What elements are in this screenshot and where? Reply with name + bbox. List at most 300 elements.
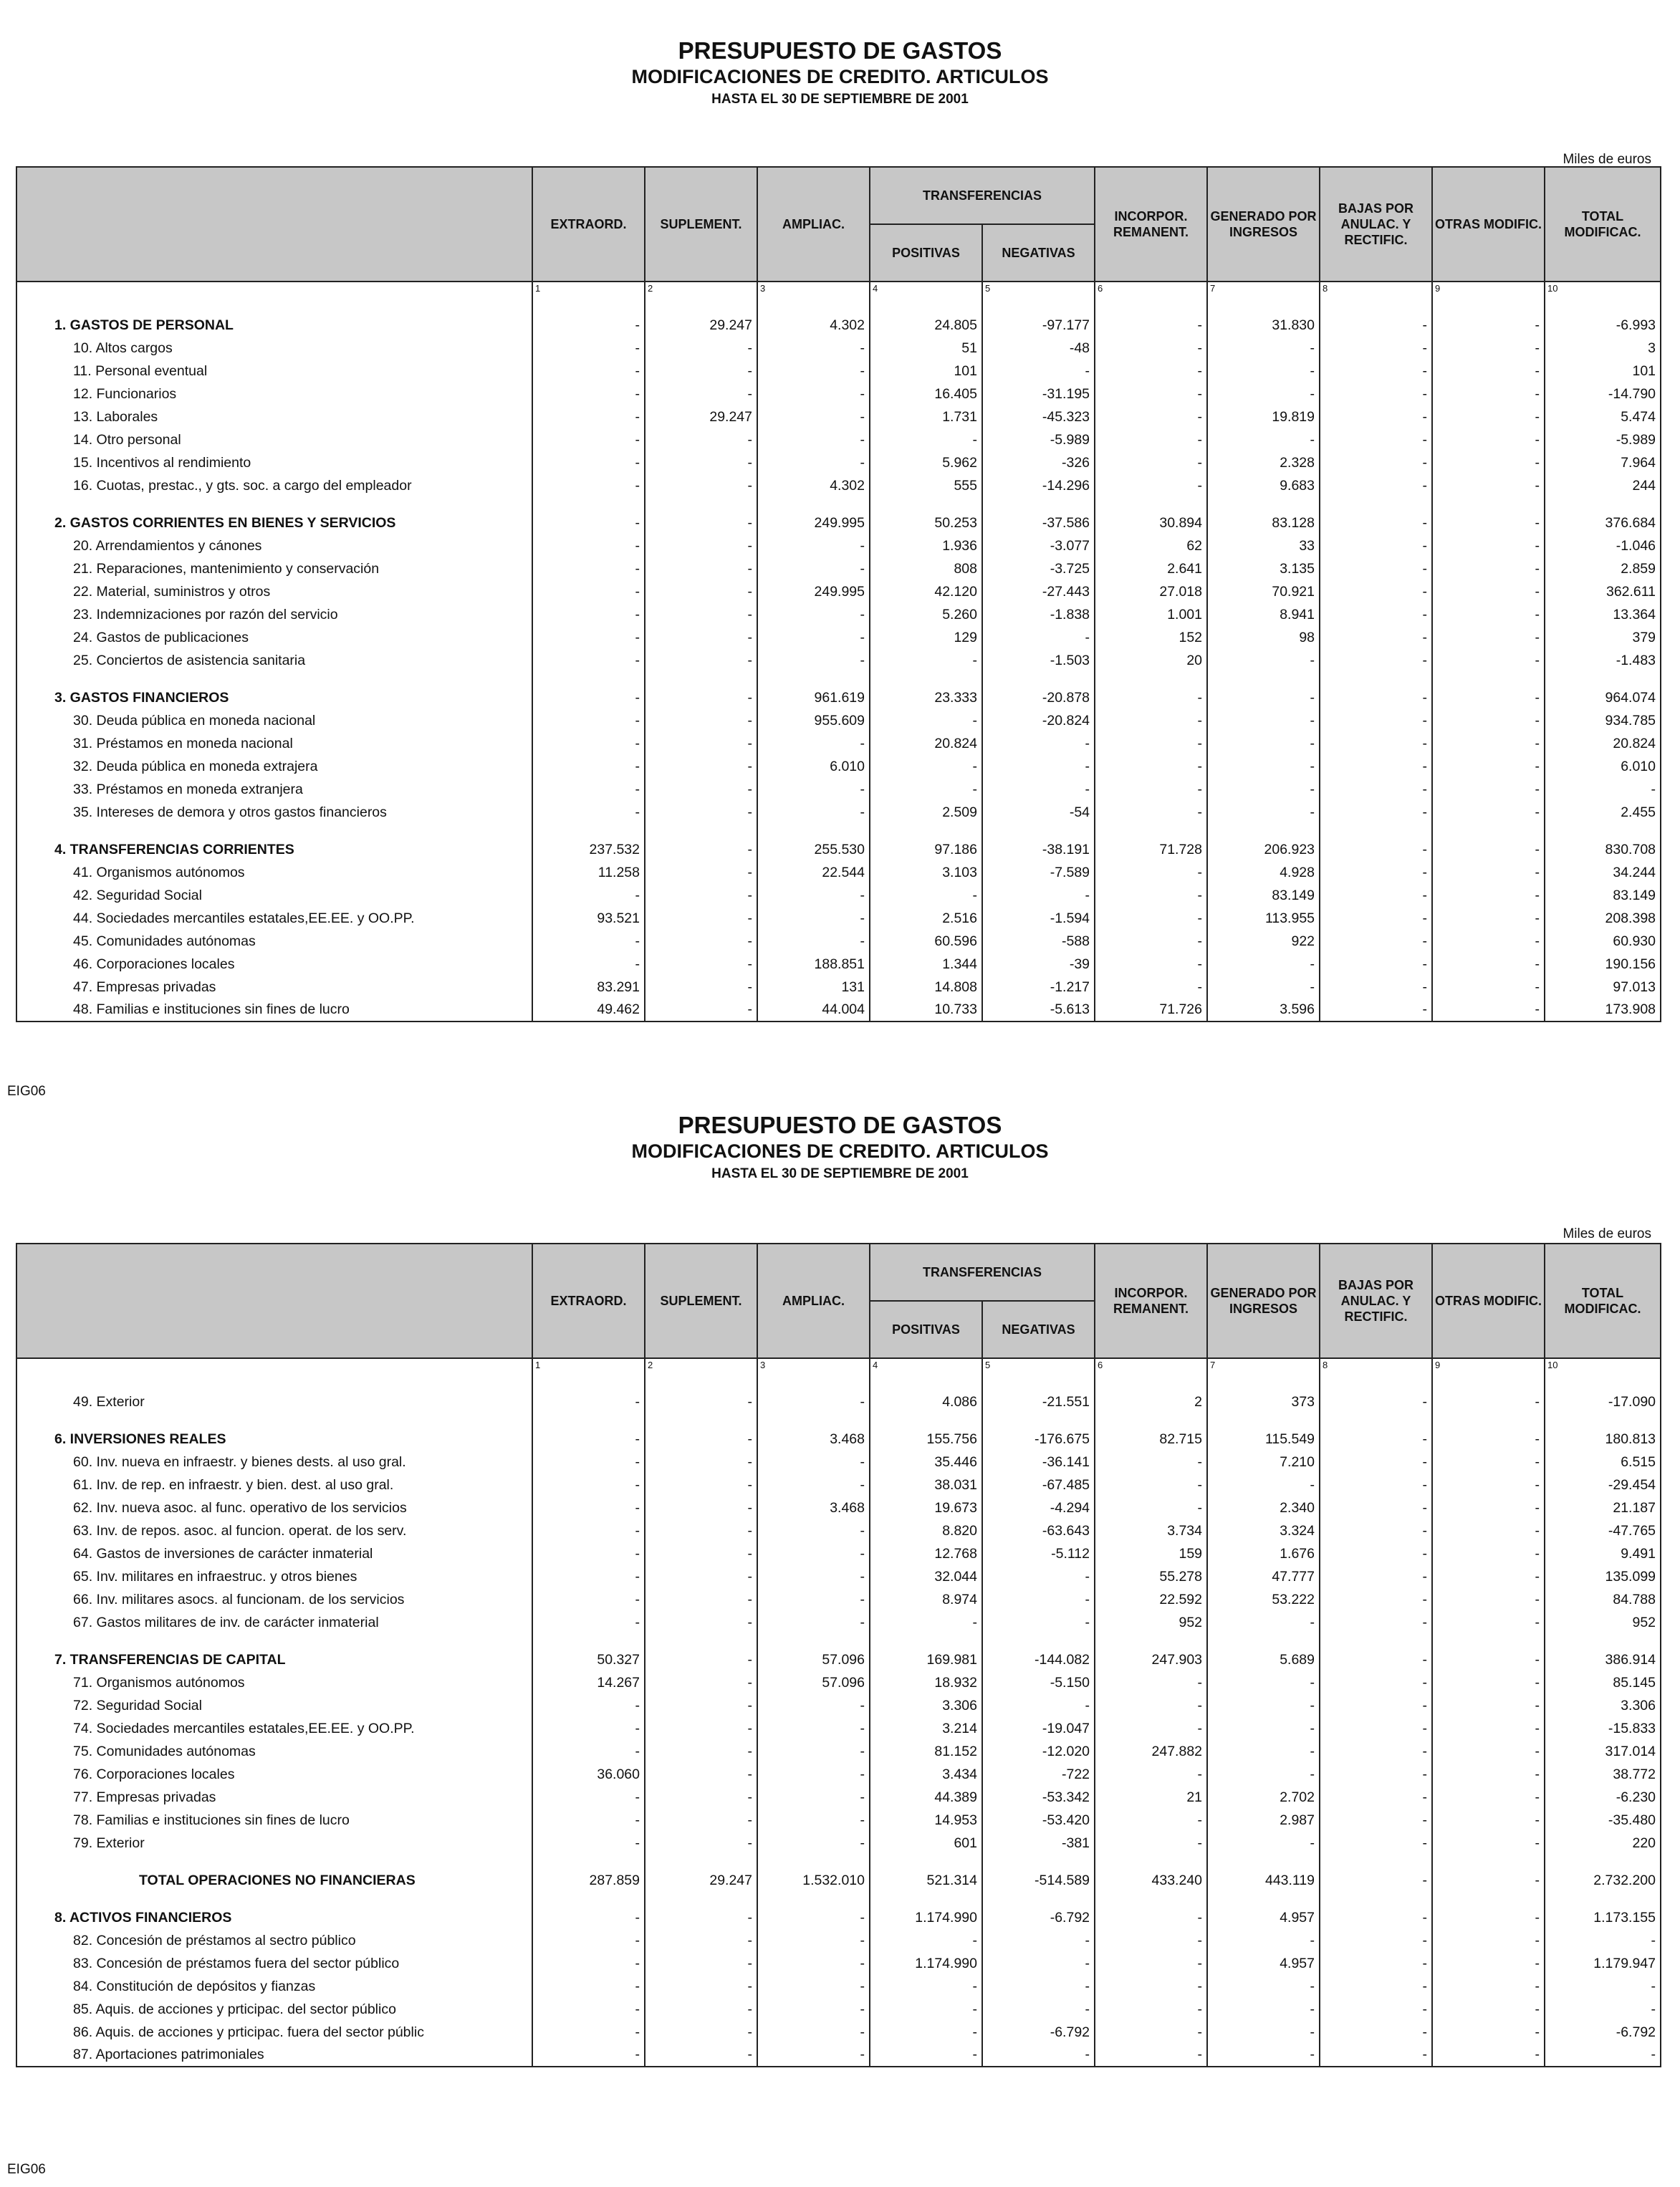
cell-value: -: [645, 360, 757, 383]
cell-value: -: [1432, 1588, 1545, 1611]
row-label: 23. Indemnizaciones por razón del servicio: [16, 603, 532, 626]
cell-value: -: [532, 778, 645, 801]
cell-value: -: [870, 884, 982, 907]
cell-value: 4.302: [757, 474, 870, 497]
cell-value: 21: [1095, 1786, 1207, 1809]
cell-value: -: [1207, 732, 1320, 755]
column-number: 8: [1320, 282, 1432, 299]
cell-value: -: [1320, 953, 1432, 976]
cell-value: -381: [982, 1832, 1095, 1855]
table-row: [16, 999, 1661, 1022]
cell-value: 317.014: [1545, 1740, 1661, 1763]
cell-value: -: [1545, 778, 1661, 801]
cell-value: -: [1432, 405, 1545, 428]
cell-value: 4.928: [1207, 861, 1320, 884]
cell-value: -: [757, 1611, 870, 1634]
cell-value: -: [1207, 686, 1320, 709]
cell-value: 30.894: [1095, 511, 1207, 534]
cell-value: 2.641: [1095, 557, 1207, 580]
cell-value: -: [645, 534, 757, 557]
cell-value: 34.244: [1545, 861, 1661, 884]
cell-value: -5.989: [982, 428, 1095, 451]
cell-value: -: [645, 709, 757, 732]
cell-value: -37.586: [982, 511, 1095, 534]
cell-value: 14.953: [870, 1809, 982, 1832]
cell-value: -: [532, 1929, 645, 1952]
cell-value: -: [1320, 1451, 1432, 1474]
col-incorpor-header: INCORPOR. REMANENT.: [1095, 167, 1207, 282]
cell-value: -: [1320, 801, 1432, 824]
row-label: 67. Gastos militares de inv. de carácter inmaterial: [16, 1611, 532, 1634]
column-number: 5: [982, 282, 1095, 299]
cell-value: -: [1320, 1975, 1432, 1998]
cell-value: 2.455: [1545, 801, 1661, 824]
col-positivas-header: POSITIVAS: [870, 224, 982, 282]
cell-value: -: [757, 649, 870, 672]
col-otras-header: OTRAS MODIFIC.: [1432, 167, 1545, 282]
table-row: [16, 580, 1661, 603]
cell-value: 3.596: [1207, 999, 1320, 1022]
cell-value: -: [1432, 1869, 1545, 1892]
cell-value: -: [645, 838, 757, 861]
column-number: 1: [532, 282, 645, 299]
cell-value: 206.923: [1207, 838, 1320, 861]
cell-value: 21.187: [1545, 1496, 1661, 1519]
table-row: [16, 626, 1661, 649]
cell-value: -67.485: [982, 1474, 1095, 1496]
cell-value: -: [532, 1542, 645, 1565]
cell-value: 7.210: [1207, 1451, 1320, 1474]
row-label: 4. TRANSFERENCIAS CORRIENTES: [16, 838, 532, 861]
column-number: 4: [870, 282, 982, 299]
cell-value: -: [1207, 1694, 1320, 1717]
cell-value: -: [757, 1542, 870, 1565]
cell-value: -21.551: [982, 1390, 1095, 1413]
cell-value: -: [645, 1390, 757, 1413]
cell-value: -: [1095, 383, 1207, 405]
table-row: [16, 861, 1661, 884]
cell-value: -: [532, 511, 645, 534]
cell-value: 83.149: [1207, 884, 1320, 907]
cell-value: -: [1432, 1451, 1545, 1474]
table-row: [16, 649, 1661, 672]
cell-value: 5.689: [1207, 1648, 1320, 1671]
cell-value: -5.613: [982, 999, 1095, 1022]
cell-value: -: [1320, 907, 1432, 930]
cell-value: -97.177: [982, 314, 1095, 337]
cell-value: -: [645, 1809, 757, 1832]
cell-value: -: [1320, 1952, 1432, 1975]
cell-value: 85.145: [1545, 1671, 1661, 1694]
cell-value: 4.957: [1207, 1952, 1320, 1975]
cell-value: 2: [1095, 1390, 1207, 1413]
cell-value: -: [1432, 884, 1545, 907]
cell-value: -: [1320, 1519, 1432, 1542]
cell-value: 7.964: [1545, 451, 1661, 474]
cell-value: -: [982, 2044, 1095, 2067]
cell-value: -: [1320, 2021, 1432, 2044]
cell-value: 188.851: [757, 953, 870, 976]
cell-value: 19.673: [870, 1496, 982, 1519]
cell-value: 70.921: [1207, 580, 1320, 603]
cell-value: -: [1095, 801, 1207, 824]
row-label: 21. Reparaciones, mantenimiento y conservación: [16, 557, 532, 580]
cell-value: 8.974: [870, 1588, 982, 1611]
row-label: 64. Gastos de inversiones de carácter inmaterial: [16, 1542, 532, 1565]
table-row: [16, 534, 1661, 557]
cell-value: -: [1320, 557, 1432, 580]
col-extraord-header: EXTRAORD.: [532, 167, 645, 282]
cell-value: 57.096: [757, 1648, 870, 1671]
cell-value: -36.141: [982, 1451, 1095, 1474]
cell-value: -: [1320, 649, 1432, 672]
row-label: 62. Inv. nueva asoc. al func. operativo de los servicios: [16, 1496, 532, 1519]
cell-value: 60.596: [870, 930, 982, 953]
cell-value: -: [757, 1565, 870, 1588]
cell-value: 1.174.990: [870, 1952, 982, 1975]
cell-value: -: [1095, 1671, 1207, 1694]
cell-value: 952: [1545, 1611, 1661, 1634]
cell-value: 5.260: [870, 603, 982, 626]
cell-value: -: [1432, 580, 1545, 603]
table-row: [16, 732, 1661, 755]
cell-value: -: [1207, 649, 1320, 672]
table-row: [16, 755, 1661, 778]
col-transferencias-header: TRANSFERENCIAS: [870, 167, 1095, 224]
cell-value: 379: [1545, 626, 1661, 649]
column-number: 6: [1095, 282, 1207, 299]
cell-value: -: [645, 511, 757, 534]
cell-value: -: [645, 801, 757, 824]
cell-value: -: [1320, 360, 1432, 383]
row-label: 60. Inv. nueva en infraestr. y bienes dests. al uso gral.: [16, 1451, 532, 1474]
cell-value: -: [1207, 337, 1320, 360]
row-label-header: [16, 167, 532, 282]
row-label: 82. Concesión de préstamos al sectro público: [16, 1929, 532, 1952]
cell-value: -: [1095, 861, 1207, 884]
cell-value: 38.772: [1545, 1763, 1661, 1786]
cell-value: 14.808: [870, 976, 982, 999]
row-label: 65. Inv. militares en infraestruc. y otros bienes: [16, 1565, 532, 1588]
cell-value: -: [757, 1519, 870, 1542]
cell-value: -: [1320, 1671, 1432, 1694]
cell-value: -: [532, 1694, 645, 1717]
cell-value: 14.267: [532, 1671, 645, 1694]
row-label: 14. Otro personal: [16, 428, 532, 451]
page-title: PRESUPUESTO DE GASTOS: [678, 1112, 1002, 1138]
spacer-row: [16, 824, 1661, 838]
column-number: 10: [1545, 282, 1661, 299]
cell-value: -: [982, 626, 1095, 649]
cell-value: 3.324: [1207, 1519, 1320, 1542]
cell-value: -: [1095, 451, 1207, 474]
cell-value: -: [532, 451, 645, 474]
table-row: [16, 1671, 1661, 1694]
cell-value: -: [1320, 314, 1432, 337]
document-code: EIG06: [7, 2162, 46, 2177]
cell-value: 247.882: [1095, 1740, 1207, 1763]
cell-value: -: [757, 626, 870, 649]
cell-value: -: [757, 907, 870, 930]
row-label: 44. Sociedades mercantiles estatales,EE.EE. y OO.PP.: [16, 907, 532, 930]
row-label: 33. Préstamos en moneda extranjera: [16, 778, 532, 801]
cell-value: -: [645, 383, 757, 405]
cell-value: -: [532, 474, 645, 497]
cell-value: -: [1432, 534, 1545, 557]
table-row: [16, 405, 1661, 428]
cell-value: 521.314: [870, 1869, 982, 1892]
col-ampliac-header: AMPLIAC.: [757, 1244, 870, 1358]
cell-value: -: [757, 1390, 870, 1413]
row-label: 74. Sociedades mercantiles estatales,EE.EE. y OO.PP.: [16, 1717, 532, 1740]
cell-value: 9.491: [1545, 1542, 1661, 1565]
col-suplement-header: SUPLEMENT.: [645, 1244, 757, 1358]
col-otras-header: OTRAS MODIFIC.: [1432, 1244, 1545, 1358]
cell-value: -: [982, 360, 1095, 383]
cell-value: -5.150: [982, 1671, 1095, 1694]
cell-value: -: [1095, 732, 1207, 755]
cell-value: 4.957: [1207, 1906, 1320, 1929]
cell-value: -: [1320, 1565, 1432, 1588]
row-label: 72. Seguridad Social: [16, 1694, 532, 1717]
row-label: 6. INVERSIONES REALES: [16, 1428, 532, 1451]
cell-value: -: [1545, 1998, 1661, 2021]
spacer-row: [16, 672, 1661, 686]
cell-value: -: [982, 1611, 1095, 1634]
cell-value: 101: [1545, 360, 1661, 383]
cell-value: -4.294: [982, 1496, 1095, 1519]
cell-value: -: [1095, 1929, 1207, 1952]
cell-value: 3.214: [870, 1717, 982, 1740]
cell-value: 16.405: [870, 383, 982, 405]
cell-value: -: [757, 428, 870, 451]
cell-value: -: [1432, 314, 1545, 337]
column-number: 9: [1432, 282, 1545, 299]
cell-value: 32.044: [870, 1565, 982, 1588]
cell-value: -38.191: [982, 838, 1095, 861]
cell-value: 922: [1207, 930, 1320, 953]
row-label: 84. Constitución de depósitos y fianzas: [16, 1975, 532, 1998]
cell-value: 71.726: [1095, 999, 1207, 1022]
cell-value: 287.859: [532, 1869, 645, 1892]
column-number-row: [16, 282, 1661, 299]
cell-value: 35.446: [870, 1451, 982, 1474]
cell-value: -326: [982, 451, 1095, 474]
cell-value: -: [1432, 649, 1545, 672]
section-row: [16, 1428, 1661, 1451]
cell-value: -: [1545, 2044, 1661, 2067]
column-number: 7: [1207, 1358, 1320, 1376]
section-row: [16, 838, 1661, 861]
cell-value: 830.708: [1545, 838, 1661, 861]
cell-value: -: [532, 1451, 645, 1474]
cell-value: 1.174.990: [870, 1906, 982, 1929]
cell-value: -: [645, 1671, 757, 1694]
cell-value: 244: [1545, 474, 1661, 497]
cell-value: -: [645, 1519, 757, 1542]
table-row: [16, 1390, 1661, 1413]
table-row: [16, 383, 1661, 405]
row-label: 87. Aportaciones patrimoniales: [16, 2044, 532, 2067]
row-label: 10. Altos cargos: [16, 337, 532, 360]
spacer-row: [16, 1413, 1661, 1428]
cell-value: -: [982, 1998, 1095, 2021]
units-label: Miles de euros: [1563, 1226, 1651, 1241]
cell-value: -: [757, 2021, 870, 2044]
row-label: 20. Arrendamientos y cánones: [16, 534, 532, 557]
cell-value: -: [1207, 953, 1320, 976]
cell-value: 44.004: [757, 999, 870, 1022]
cell-value: -: [645, 603, 757, 626]
cell-value: -588: [982, 930, 1095, 953]
cell-value: -: [532, 2044, 645, 2067]
cell-value: -: [1432, 1975, 1545, 1998]
cell-value: 33: [1207, 534, 1320, 557]
cell-value: 3.306: [870, 1694, 982, 1717]
cell-value: -3.077: [982, 534, 1095, 557]
col-negativas-header: NEGATIVAS: [982, 1301, 1095, 1358]
cell-value: -: [757, 1975, 870, 1998]
row-label: 77. Empresas privadas: [16, 1786, 532, 1809]
column-number-blank: [16, 282, 532, 299]
table-row: [16, 1496, 1661, 1519]
cell-value: -: [757, 1929, 870, 1952]
cell-value: -: [1432, 1694, 1545, 1717]
cell-value: -176.675: [982, 1428, 1095, 1451]
col-bajas-header: BAJAS POR ANULAC. Y RECTIFIC.: [1320, 1244, 1432, 1358]
cell-value: -: [1320, 709, 1432, 732]
table-row: [16, 953, 1661, 976]
col-suplement-header: SUPLEMENT.: [645, 167, 757, 282]
cell-value: -: [1432, 1906, 1545, 1929]
cell-value: -: [870, 778, 982, 801]
cell-value: -: [532, 1428, 645, 1451]
cell-value: -: [1095, 474, 1207, 497]
cell-value: -: [1095, 1832, 1207, 1855]
table-row: [16, 1975, 1661, 1998]
cell-value: 1.173.155: [1545, 1906, 1661, 1929]
row-label: 49. Exterior: [16, 1390, 532, 1413]
cell-value: -: [532, 953, 645, 976]
cell-value: -: [1432, 1763, 1545, 1786]
cell-value: -: [870, 1929, 982, 1952]
cell-value: -6.792: [982, 2021, 1095, 2044]
table-row: [16, 557, 1661, 580]
table-row: [16, 1809, 1661, 1832]
cell-value: -: [870, 1611, 982, 1634]
cell-value: 97.013: [1545, 976, 1661, 999]
spacer-row: [16, 1892, 1661, 1906]
cell-value: 71.728: [1095, 838, 1207, 861]
cell-value: 62: [1095, 534, 1207, 557]
cell-value: 6.010: [1545, 755, 1661, 778]
cell-value: -: [1545, 1975, 1661, 1998]
cell-value: 93.521: [532, 907, 645, 930]
spacer-row: [16, 497, 1661, 511]
row-label: 79. Exterior: [16, 1832, 532, 1855]
cell-value: 208.398: [1545, 907, 1661, 930]
cell-value: -: [757, 732, 870, 755]
cell-value: -: [645, 930, 757, 953]
cell-value: -: [982, 1694, 1095, 1717]
section-row: [16, 686, 1661, 709]
cell-value: -: [1320, 428, 1432, 451]
row-label: 78. Familias e instituciones sin fines de lucro: [16, 1809, 532, 1832]
table-row: [16, 1542, 1661, 1565]
cell-value: -: [1320, 405, 1432, 428]
cell-value: -: [1207, 755, 1320, 778]
cell-value: -: [1432, 953, 1545, 976]
cell-value: 29.247: [645, 1869, 757, 1892]
cell-value: -: [1095, 1998, 1207, 2021]
cell-value: -: [645, 428, 757, 451]
cell-value: -: [870, 755, 982, 778]
cell-value: -: [645, 2044, 757, 2067]
cell-value: 9.683: [1207, 474, 1320, 497]
cell-value: 3.103: [870, 861, 982, 884]
cell-value: -: [1207, 2044, 1320, 2067]
row-label: 7. TRANSFERENCIAS DE CAPITAL: [16, 1648, 532, 1671]
cell-value: -: [1432, 1952, 1545, 1975]
cell-value: -: [645, 1906, 757, 1929]
cell-value: -: [532, 686, 645, 709]
cell-value: -: [982, 778, 1095, 801]
cell-value: 18.932: [870, 1671, 982, 1694]
cell-value: 169.981: [870, 1648, 982, 1671]
cell-value: -: [1095, 953, 1207, 976]
cell-value: -: [870, 2021, 982, 2044]
cell-value: -: [1320, 1717, 1432, 1740]
cell-value: -: [645, 1929, 757, 1952]
spacer-row: [16, 1855, 1661, 1869]
cell-value: -: [757, 1809, 870, 1832]
cell-value: 5.474: [1545, 405, 1661, 428]
column-number: 4: [870, 1358, 982, 1376]
cell-value: -: [1320, 838, 1432, 861]
cell-value: -5.989: [1545, 428, 1661, 451]
cell-value: -: [1207, 976, 1320, 999]
cell-value: -: [532, 1786, 645, 1809]
cell-value: 955.609: [757, 709, 870, 732]
cell-value: -: [645, 337, 757, 360]
cell-value: 1.936: [870, 534, 982, 557]
row-label: 61. Inv. de rep. en infraestr. y bien. dest. al uso gral.: [16, 1474, 532, 1496]
table-row: [16, 801, 1661, 824]
cell-value: 113.955: [1207, 907, 1320, 930]
cell-value: -: [645, 1428, 757, 1451]
cell-value: -: [645, 580, 757, 603]
table-row: [16, 1694, 1661, 1717]
cell-value: -: [1095, 360, 1207, 383]
units-label: Miles de euros: [1563, 152, 1651, 167]
cell-value: 20: [1095, 649, 1207, 672]
cell-value: 51: [870, 337, 982, 360]
cell-value: -: [757, 603, 870, 626]
cell-value: -: [1432, 976, 1545, 999]
table-row: [16, 709, 1661, 732]
cell-value: -: [532, 2021, 645, 2044]
cell-value: 249.995: [757, 580, 870, 603]
cell-value: -: [645, 732, 757, 755]
cell-value: -: [1320, 884, 1432, 907]
cell-value: 376.684: [1545, 511, 1661, 534]
cell-value: -: [1095, 1906, 1207, 1929]
cell-value: -: [1320, 383, 1432, 405]
cell-value: -: [1432, 1809, 1545, 1832]
cell-value: -: [645, 626, 757, 649]
row-label: 66. Inv. militares asocs. al funcionam. de los servicios: [16, 1588, 532, 1611]
cell-value: -: [1320, 337, 1432, 360]
